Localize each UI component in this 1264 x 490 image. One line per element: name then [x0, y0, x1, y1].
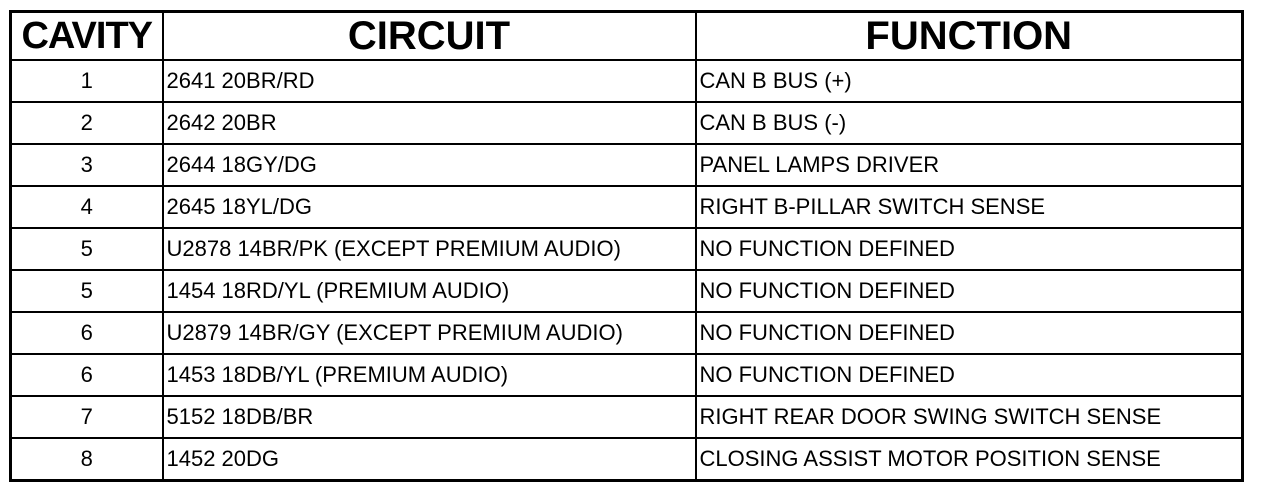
circuit-cell: 1454 18RD/YL (PREMIUM AUDIO)	[163, 270, 696, 312]
function-cell: NO FUNCTION DEFINED	[696, 312, 1243, 354]
circuit-cell: 2645 18YL/DG	[163, 186, 696, 228]
cavity-cell: 6	[11, 312, 163, 354]
connector-pinout-table-container	[9, 10, 1241, 484]
circuit-cell: 2642 20BR	[163, 102, 696, 144]
function-cell: RIGHT B-PILLAR SWITCH SENSE	[696, 186, 1243, 228]
table-row	[11, 396, 1243, 438]
cavity-cell: 2	[11, 102, 163, 144]
table-row	[11, 270, 1243, 312]
table-row	[11, 144, 1243, 186]
header-row	[11, 12, 1243, 61]
table-row	[11, 354, 1243, 396]
function-cell: NO FUNCTION DEFINED	[696, 354, 1243, 396]
function-cell: RIGHT REAR DOOR SWING SWITCH SENSE	[696, 396, 1243, 438]
circuit-cell: U2879 14BR/GY (EXCEPT PREMIUM AUDIO)	[163, 312, 696, 354]
cavity-cell: 7	[11, 396, 163, 438]
cavity-cell: 5	[11, 270, 163, 312]
function-cell: CLOSING ASSIST MOTOR POSITION SENSE	[696, 438, 1243, 481]
cavity-cell: 5	[11, 228, 163, 270]
function-cell: CAN B BUS (+)	[696, 60, 1243, 102]
cavity-cell: 1	[11, 60, 163, 102]
table-row	[11, 438, 1243, 481]
table-row	[11, 312, 1243, 354]
circuit-cell: 1452 20DG	[163, 438, 696, 481]
function-cell: PANEL LAMPS DRIVER	[696, 144, 1243, 186]
function-cell: CAN B BUS (-)	[696, 102, 1243, 144]
table-row	[11, 60, 1243, 102]
circuit-cell: 2641 20BR/RD	[163, 60, 696, 102]
circuit-cell: U2878 14BR/PK (EXCEPT PREMIUM AUDIO)	[163, 228, 696, 270]
function-cell: NO FUNCTION DEFINED	[696, 270, 1243, 312]
function-cell: NO FUNCTION DEFINED	[696, 228, 1243, 270]
cavity-cell: 3	[11, 144, 163, 186]
table-row	[11, 102, 1243, 144]
connector-pinout-table	[9, 10, 1244, 482]
table-row	[11, 186, 1243, 228]
circuit-cell: 2644 18GY/DG	[163, 144, 696, 186]
cavity-cell: 6	[11, 354, 163, 396]
header-function: FUNCTION	[696, 12, 1243, 61]
header-cavity: CAVITY	[11, 12, 163, 61]
cavity-cell: 4	[11, 186, 163, 228]
header-circuit: CIRCUIT	[163, 12, 696, 61]
table-row	[11, 228, 1243, 270]
cavity-cell: 8	[11, 438, 163, 481]
circuit-cell: 1453 18DB/YL (PREMIUM AUDIO)	[163, 354, 696, 396]
circuit-cell: 5152 18DB/BR	[163, 396, 696, 438]
